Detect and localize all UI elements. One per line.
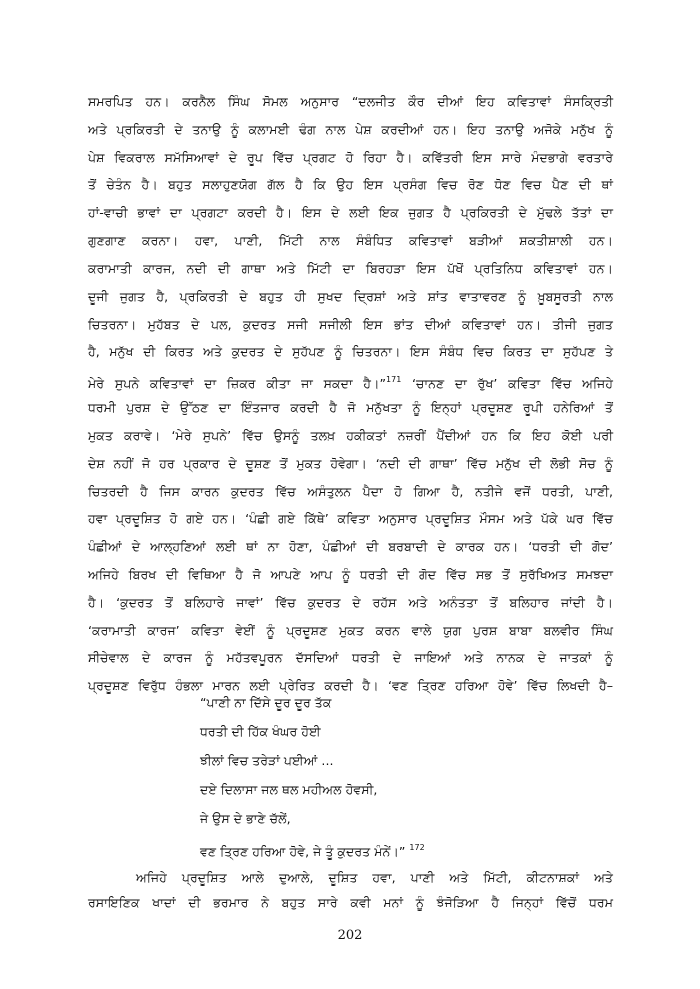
quote-end-text: ਮੇਰੇ ਸੁਪਨੇ ਕਵਿਤਾਵਾਂ ਦਾ ਜ਼ਿਕਰ ਕੀਤਾ ਜਾ ਸਕਦਾ ਹੈ।”	[88, 376, 387, 392]
paragraph-line: ਕਰਾਮਾਤੀ ਕਾਰਜ, ਨਦੀ ਦੀ ਗਾਥਾ ਅਤੇ ਮਿੱਟੀ ਦਾ ਬਿਰਹੜਾ ਇਸ ਪੱਖੋਂ ਪ੍ਰਤਿਨਿਧ ਕਵਿਤਾਵਾਂ ਹਨ।	[88, 260, 613, 276]
paragraph-line: ਚਿਤਰਨਾ। ਮੁਹੱਬਤ ਦੇ ਪਲ, ਕੁਦਰਤ ਸਜੀ ਸਜੀਲੀ ਇਸ ਭਾਂਤ ਦੀਆਂ ਕਵਿਤਾਵਾਂ ਹਨ। ਤੀਜੀ ਜੁਗਤ	[88, 316, 613, 332]
verse-line: ਜੇ ਉਸ ਦੇ ਭਾਣੇ ਚੱਲੇਂ,	[200, 811, 291, 826]
paragraph-text: ‘ਚਾਨਣ ਦਾ ਰੁੱਖ’ ਕਵਿਤਾ ਵਿੱਚ ਅਜਿਹੇ	[401, 376, 613, 392]
paragraph-line: ਪੰਛੀਆਂ ਦੇ ਆਲ੍ਹਣਿਆਂ ਲਈ ਥਾਂ ਨਾ ਹੋਣਾ, ਪੰਛੀਆਂ ਦੀ ਬਰਬਾਦੀ ਦੇ ਕਾਰਕ ਹਨ। ‘ਧਰਤੀ ਦੀ ਗੋਦ’	[88, 539, 613, 555]
verse-line: ਧਰਤੀ ਦੀ ਹਿੱਕ ਖੰਘਰ ਹੋਈ	[200, 724, 321, 739]
verse-line: ਝੀਲਾਂ ਵਿਚ ਤਰੇੜਾਂ ਪਈਆਂ ...	[200, 753, 334, 768]
footnote-marker: 172	[409, 843, 425, 852]
paragraph-line: ਗੁਣਗਾਣ ਕਰਨਾ। ਹਵਾ, ਪਾਣੀ, ਮਿੱਟੀ ਨਾਲ ਸੰਬੰਧਿਤ ਕਵਿਤਾਵਾਂ ਬੜੀਆਂ ਸ਼ਕਤੀਸ਼ਾਲੀ ਹਨ।	[88, 233, 613, 249]
paragraph-line: ਦੇਸ਼ ਨਹੀਂ ਜੋ ਹਰ ਪ੍ਰਕਾਰ ਦੇ ਦੂਸ਼ਣ ਤੋਂ ਮੁਕਤ ਹੋਵੇਗਾ। ‘ਨਦੀ ਦੀ ਗਾਥਾ’ ਵਿੱਚ ਮਨੁੱਖ ਦੀ ਲੋਭੀ ਸੋਚ ਨੂੰ	[88, 455, 613, 471]
paragraph-line: ਹੈ, ਮਨੁੱਖ ਦੀ ਕਿਰਤ ਅਤੇ ਕੁਦਰਤ ਦੇ ਸੁਹੱਪਣ ਨੂੰ ਚਿਤਰਨਾ। ਇਸ ਸੰਬੰਧ ਵਿਚ ਕਿਰਤ ਦਾ ਸੁਹੱਪਣ ਤੇ	[88, 344, 613, 360]
paragraph-line: ਚਿਤਰਦੀ ਹੈ ਜਿਸ ਕਾਰਨ ਕੁਦਰਤ ਵਿੱਚ ਅਸੰਤੁਲਨ ਪੈਦਾ ਹੋ ਗਿਆ ਹੈ, ਨਤੀਜੇ ਵਜੋਂ ਧਰਤੀ, ਪਾਣੀ,	[88, 483, 613, 499]
paragraph-line: ਦੂਜੀ ਜੁਗਤ ਹੈ, ਪ੍ਰਕਿਰਤੀ ਦੇ ਬਹੁਤ ਹੀ ਸੁਖਦ ਦ੍ਰਿਸ਼ਾਂ ਅਤੇ ਸ਼ਾਂਤ ਵਾਤਾਵਰਣ ਨੂੰ ਖ਼ੂਬਸੂਰਤੀ ਨਾਲ	[88, 288, 613, 304]
paragraph-line	[88, 370, 613, 394]
verse-line	[200, 838, 425, 862]
paragraph-line: ਧਰਮੀ ਪੁਰਸ਼ ਦੇ ਉੱਠਣ ਦਾ ਇੰਤਜਾਰ ਕਰਦੀ ਹੈ ਜੋ ਮਨੁੱਖਤਾ ਨੂੰ ਇਨ੍ਹਾਂ ਪ੍ਰਦੂਸ਼ਣ ਰੂਪੀ ਹਨੇਰਿਆਂ ਤੋਂ	[88, 400, 613, 416]
paragraph-line: ਅਤੇ ਪ੍ਰਕਿਰਤੀ ਦੇ ਤਨਾਉ ਨੂੰ ਕਲਾਮਈ ਢੰਗ ਨਾਲ ਪੇਸ਼ ਕਰਦੀਆਂ ਹਨ। ਇਹ ਤਨਾਉ ਅਜੋਕੇ ਮਨੁੱਖ ਨੂੰ	[88, 121, 613, 137]
paragraph-line: ਪ੍ਰਦੂਸ਼ਣ ਵਿਰੁੱਧ ਹੰਭਲਾ ਮਾਰਨ ਲਈ ਪ੍ਰੇਰਿਤ ਕਰਦੀ ਹੈ। ‘ਵਣ ਤ੍ਰਿਣ ਹਰਿਆ ਹੋਵੇ’ ਵਿੱਚ ਲਿਖਦੀ ਹੈ–	[88, 678, 613, 694]
paragraph-line: ਸੀਚੇਵਾਲ ਦੇ ਕਾਰਜ ਨੂੰ ਮਹੱਤਵਪੂਰਨ ਦੱਸਦਿਆਂ ਧਰਤੀ ਦੇ ਜਾਇਆਂ ਅਤੇ ਨਾਨਕ ਦੇ ਜਾਤਕਾਂ ਨੂੰ	[88, 650, 613, 666]
paragraph-line: ਹਵਾ ਪ੍ਰਦੂਸ਼ਿਤ ਹੋ ਗਏ ਹਨ। ‘ਪੰਛੀ ਗਏ ਕਿੱਥੇ’ ਕਵਿਤਾ ਅਨੁਸਾਰ ਪ੍ਰਦੂਸ਼ਿਤ ਮੌਸਮ ਅਤੇ ਪੱਕੇ ਘਰ ਵਿੱਚ	[88, 511, 613, 527]
verse-line: ਦਏ ਦਿਲਾਸਾ ਜਲ ਥਲ ਮਹੀਅਲ ਹੋਵਸੀ,	[200, 782, 378, 797]
paragraph-line: ‘ਕਰਾਮਾਤੀ ਕਾਰਜ’ ਕਵਿਤਾ ਵੇਈਂ ਨੂੰ ਪ੍ਰਦੂਸ਼ਣ ਮੁਕਤ ਕਰਨ ਵਾਲੇ ਯੁਗ ਪੁਰਸ਼ ਬਾਬਾ ਬਲਵੀਰ ਸਿੰਘ	[88, 622, 613, 638]
paragraph-line: ਮੁਕਤ ਕਰਾਵੇ। ‘ਮੇਰੇ ਸੁਪਨੇ’ ਵਿੱਚ ਉਸਨੂੰ ਤਲਖ਼ ਹਕੀਕਤਾਂ ਨਜ਼ਰੀਂ ਪੈਂਦੀਆਂ ਹਨ ਕਿ ਇਹ ਕੋਈ ਪਰੀ	[88, 427, 613, 443]
page-number: 202	[337, 928, 363, 943]
paragraph-line: ਰਸਾਇਣਿਕ ਖਾਦਾਂ ਦੀ ਭਰਮਾਰ ਨੇ ਬਹੁਤ ਸਾਰੇ ਕਵੀ ਮਨਾਂ ਨੂੰ ਝੰਜੋੜਿਆ ਹੈ ਜਿਨ੍ਹਾਂ ਵਿੱਚੋਂ ਧਰਮ	[88, 895, 613, 910]
paragraph-line: ਸਮਰਪਿਤ ਹਨ। ਕਰਨੈਲ ਸਿੰਘ ਸੋਮਲ ਅਨੁਸਾਰ “ਦਲਜੀਤ ਕੌਰ ਦੀਆਂ ਇਹ ਕਵਿਤਾਵਾਂ ਸੰਸਕ੍ਰਿਤੀ	[88, 94, 613, 109]
verse-text: ਵਣ ਤ੍ਰਿਣ ਹਰਿਆ ਹੋਵੇ, ਜੇ ਤੂੰ ਕੁਦਰਤ ਮੰਨੇਂ।”	[200, 844, 406, 859]
paragraph-line: ਅਜਿਹੇ ਪ੍ਰਦੂਸ਼ਿਤ ਆਲੇ ਦੁਆਲੇ, ਦੂਸ਼ਿਤ ਹਵਾ, ਪਾਣੀ ਅਤੇ ਮਿੱਟੀ, ਕੀਟਨਾਸ਼ਕਾਂ ਅਤੇ	[136, 870, 613, 885]
paragraph-line: ਹੈ। ‘ਕੁਦਰਤ ਤੋਂ ਬਲਿਹਾਰੇ ਜਾਵਾਂ’ ਵਿੱਚ ਕੁਦਰਤ ਦੇ ਰਹੱਸ ਅਤੇ ਅਨੰਤਤਾ ਤੋਂ ਬਲਿਹਾਰ ਜਾਂਦੀ ਹੈ।	[88, 594, 613, 610]
footnote-marker: 171	[386, 375, 402, 385]
paragraph-line: ਹਾਂ-ਵਾਚੀ ਭਾਵਾਂ ਦਾ ਪ੍ਰਗਟਾ ਕਰਦੀ ਹੈ। ਇਸ ਦੇ ਲਈ ਇਕ ਜੁਗਤ ਹੈ ਪ੍ਰਕਿਰਤੀ ਦੇ ਮੁੱਢਲੇ ਤੱਤਾਂ ਦਾ	[88, 205, 613, 221]
paragraph-line: ਪੇਸ਼ ਵਿਕਰਾਲ ਸਮੱਸਿਆਵਾਂ ਦੇ ਰੂਪ ਵਿੱਚ ਪ੍ਰਗਟ ਹੋ ਰਿਹਾ ਹੈ। ਕਵਿੱਤਰੀ ਇਸ ਸਾਰੇ ਮੰਦਭਾਗੇ ਵਰਤਾਰੇ	[88, 149, 613, 165]
paragraph-line: ਅਜਿਹੇ ਬਿਰਖ ਦੀ ਵਿਥਿਆ ਹੈ ਜੋ ਆਪਣੇ ਆਪ ਨੂੰ ਧਰਤੀ ਦੀ ਗੋਦ ਵਿੱਚ ਸਭ ਤੋਂ ਸੁਰੱਖਿਅਤ ਸਮਝਦਾ	[88, 567, 613, 582]
verse-line: “ਪਾਣੀ ਨਾ ਦਿੱਸੇ ਦੂਰ ਦੂਰ ਤੱਕ	[200, 695, 332, 710]
paragraph-line: ਤੋਂ ਚੇਤੰਨ ਹੈ। ਬਹੁਤ ਸਲਾਹੁਣਯੋਗ ਗੱਲ ਹੈ ਕਿ ਉਹ ਇਸ ਪ੍ਰਸੰਗ ਵਿਚ ਰੋਣ ਧੋਣ ਵਿਚ ਪੈਣ ਦੀ ਥਾਂ	[88, 177, 613, 193]
